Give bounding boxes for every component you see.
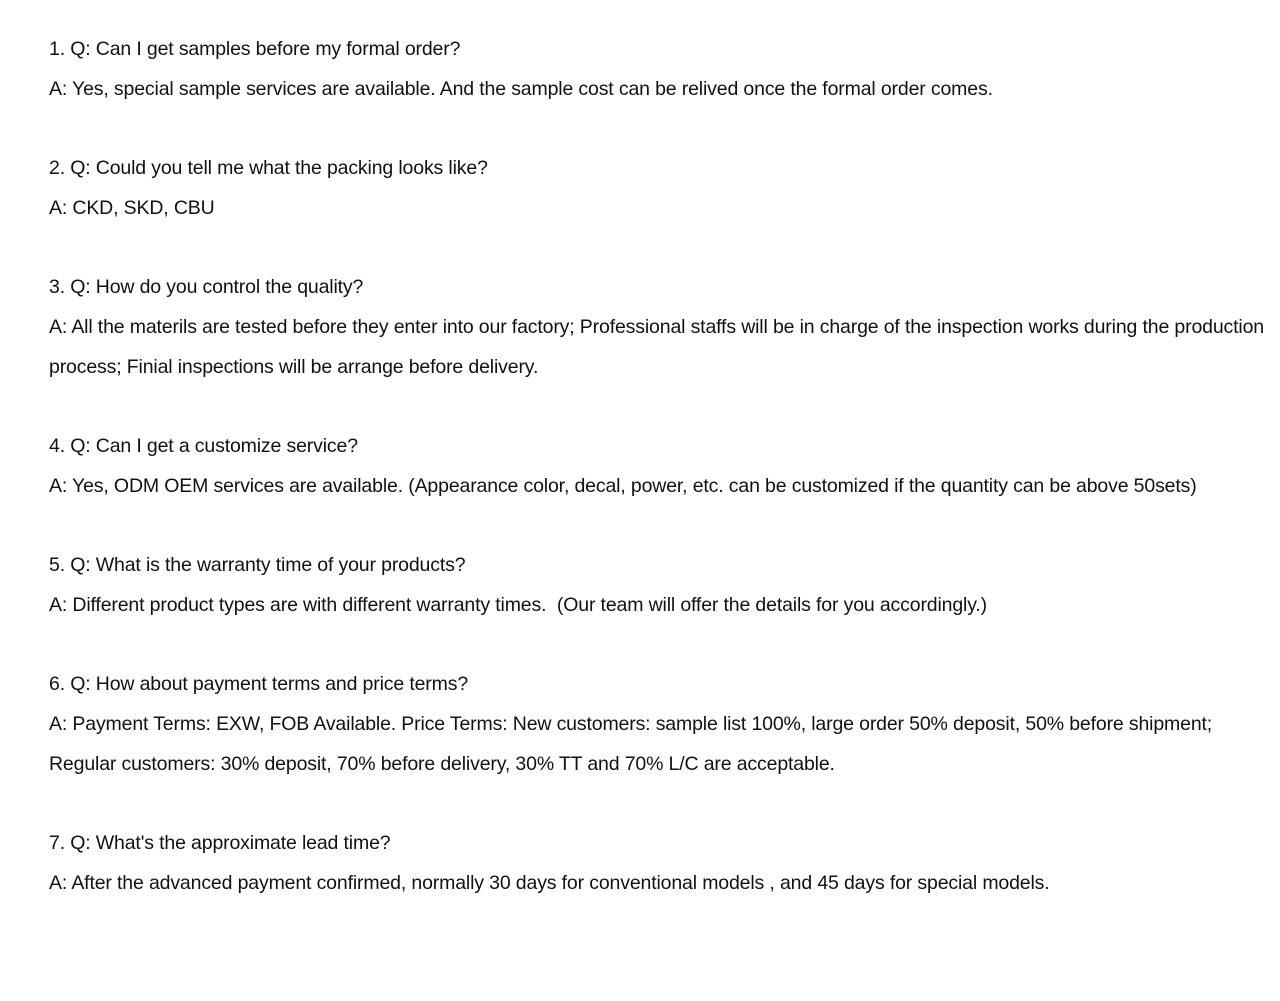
faq-question: 5. Q: What is the warranty time of your products?: [49, 554, 466, 576]
faq-answer: A: Different product types are with different warranty times. (Our team will offer the details for you accordingly.): [49, 594, 987, 616]
faq-item-4: [49, 426, 1264, 506]
faq-answer: A: Payment Terms: EXW, FOB Available. Price Terms: New customers: sample list 100%, large order 50% deposit, 50% before shipment; Regular customers: 30% deposit, 70% before delivery, 30% TT and 70% L/C are acceptable.: [49, 713, 1218, 775]
faq-question: 3. Q: How do you control the quality?: [49, 276, 364, 298]
faq-item-7: [49, 823, 1264, 903]
faq-question: 2. Q: Could you tell me what the packing looks like?: [49, 157, 488, 179]
faq-answer: A: Yes, special sample services are available. And the sample cost can be relived once the formal order comes.: [49, 78, 993, 100]
faq-answer: A: After the advanced payment confirmed, normally 30 days for conventional models , and 45 days for special models.: [49, 872, 1050, 894]
faq-question: 6. Q: How about payment terms and price terms?: [49, 673, 469, 695]
faq-item-2: [49, 148, 1264, 228]
faq-answer: A: All the materils are tested before they enter into our factory; Professional staffs will be in charge of the inspection works during the production process; Finial inspections will be arrange before delivery.: [49, 316, 1270, 378]
faq-question: 1. Q: Can I get samples before my formal order?: [49, 38, 461, 60]
faq-item-6: [49, 664, 1264, 784]
faq-question: 7. Q: What's the approximate lead time?: [49, 832, 391, 854]
faq-answer: A: Yes, ODM OEM services are available. (Appearance color, decal, power, etc. can be customized if the quantity can be above 50sets): [49, 475, 1197, 497]
faq-item-5: [49, 545, 1264, 625]
faq-item-3: [49, 267, 1270, 387]
faq-answer: A: CKD, SKD, CBU: [49, 197, 215, 219]
faq-item-1: [49, 29, 1264, 109]
faq-question: 4. Q: Can I get a customize service?: [49, 435, 358, 457]
faq-document: [49, 29, 1270, 942]
